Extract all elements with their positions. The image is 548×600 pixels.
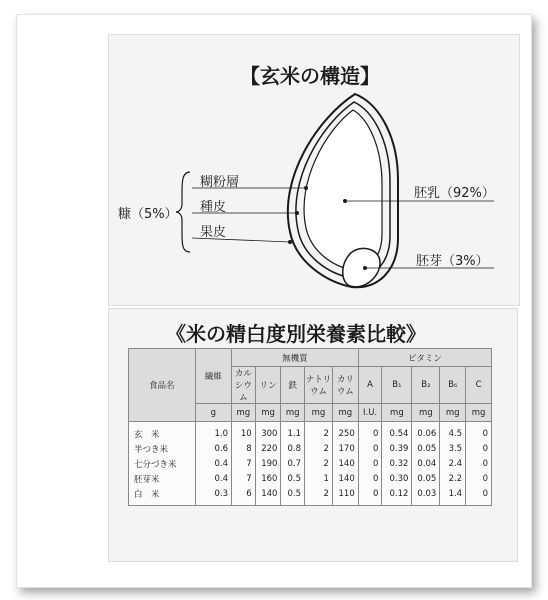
value-cell: 1.0 [195,422,232,442]
value-cell: 0.4 [195,456,232,471]
value-cell: 140 [332,471,358,486]
value-cell: 220 [255,441,281,456]
unit-cell: mg [232,404,256,422]
value-cell: 140 [255,486,281,506]
value-cell: 0.4 [195,471,232,486]
value-cell: 0.05 [412,471,440,486]
value-cell: 0.32 [382,456,412,471]
value-cell: 0 [358,471,382,486]
value-cell: 190 [255,456,281,471]
food-name-cell: 胚芽米 [129,471,196,486]
value-cell: 2 [305,422,333,442]
header-vitamin-b1: B₁ [382,367,412,404]
value-cell: 140 [332,456,358,471]
value-cell: 300 [255,422,281,442]
value-cell: 2.4 [440,456,466,471]
bran-label: 糠（5%） [118,207,178,222]
value-cell: 7 [232,471,256,486]
value-cell: 160 [255,471,281,486]
header-food-name: 食品名 [129,349,196,422]
value-cell: 0.54 [382,422,412,442]
value-cell: 0.05 [412,441,440,456]
bran-bracket [176,172,190,252]
unit-cell: mg [412,404,440,422]
value-cell: 0 [466,456,492,471]
header-vitamin-b6: B₆ [440,367,466,404]
unit-cell: I.U. [358,404,382,422]
header-minerals: 無機質 [232,349,359,367]
value-cell: 0.06 [412,422,440,442]
table-row [129,441,492,456]
value-cell: 0 [466,422,492,442]
value-cell: 2 [305,486,333,506]
value-cell: 250 [332,422,358,442]
value-cell: 0 [466,471,492,486]
value-cell: 0.3 [195,486,232,506]
unit-cell: mg [305,404,333,422]
table-title: 《米の精白度別栄養素比較》 [166,322,426,346]
header-vitamin-a: A [358,367,382,404]
value-cell: 110 [332,486,358,506]
value-cell: 1.4 [440,486,466,506]
value-cell: 8 [232,441,256,456]
unit-cell: mg [281,404,305,422]
value-cell: 1 [305,471,333,486]
layer-label-aleurone: 糊粉層 [200,175,240,190]
header-phosphorus: リン [255,367,281,404]
header-fiber: 繊維 [195,349,232,404]
value-cell: 0 [358,456,382,471]
value-cell: 0.8 [281,441,305,456]
nutrition-table-body [129,422,492,506]
value-cell: 170 [332,441,358,456]
value-cell: 0 [358,422,382,442]
unit-cell: mg [466,404,492,422]
unit-cell: mg [440,404,466,422]
value-cell: 6 [232,486,256,506]
value-cell: 0 [358,486,382,506]
layer-label-seed-coat: 種皮 [200,200,227,215]
food-name-cell: 七分づき米 [129,456,196,471]
header-potassium: カリウム [332,367,358,404]
value-cell: 0.39 [382,441,412,456]
value-cell: 10 [232,422,256,442]
endosperm-label: 胚乳（92%） [414,186,495,201]
value-cell: 0.5 [281,486,305,506]
header-iron: 鉄 [281,367,305,404]
layer-label-pericarp: 果皮 [200,225,227,240]
value-cell: 7 [232,456,256,471]
value-cell: 1.1 [281,422,305,442]
value-cell: 0 [358,441,382,456]
food-name-cell: 白 米 [129,486,196,506]
header-vitamin-b2: B₂ [412,367,440,404]
value-cell: 2 [305,441,333,456]
header-vitamins: ビタミン [358,349,491,367]
value-cell: 0.04 [412,456,440,471]
value-cell: 2.2 [440,471,466,486]
value-cell: 3.5 [440,441,466,456]
unit-cell: mg [382,404,412,422]
unit-cell: mg [332,404,358,422]
food-name-cell: 玄 米 [129,422,196,442]
table-row [129,486,492,506]
value-cell: 0.12 [382,486,412,506]
unit-cell: g [195,404,232,422]
value-cell: 0.03 [412,486,440,506]
header-sodium: ナトリウム [305,367,333,404]
unit-cell: mg [255,404,281,422]
value-cell: 0 [466,486,492,506]
value-cell: 0.5 [281,471,305,486]
header-calcium: カルシウム [232,367,256,404]
value-cell: 0.30 [382,471,412,486]
germ-label: 胚芽（3%） [416,254,489,269]
table-row [129,422,492,442]
nutrition-table [128,348,492,506]
value-cell: 0.7 [281,456,305,471]
food-name-cell: 半つき米 [129,441,196,456]
diagram-title: 【玄米の構造】 [240,64,380,88]
value-cell: 2 [305,456,333,471]
table-row [129,471,492,486]
header-vitamin-c: C [466,367,492,404]
value-cell: 0.6 [195,441,232,456]
table-row [129,456,492,471]
value-cell: 0 [466,441,492,456]
value-cell: 4.5 [440,422,466,442]
